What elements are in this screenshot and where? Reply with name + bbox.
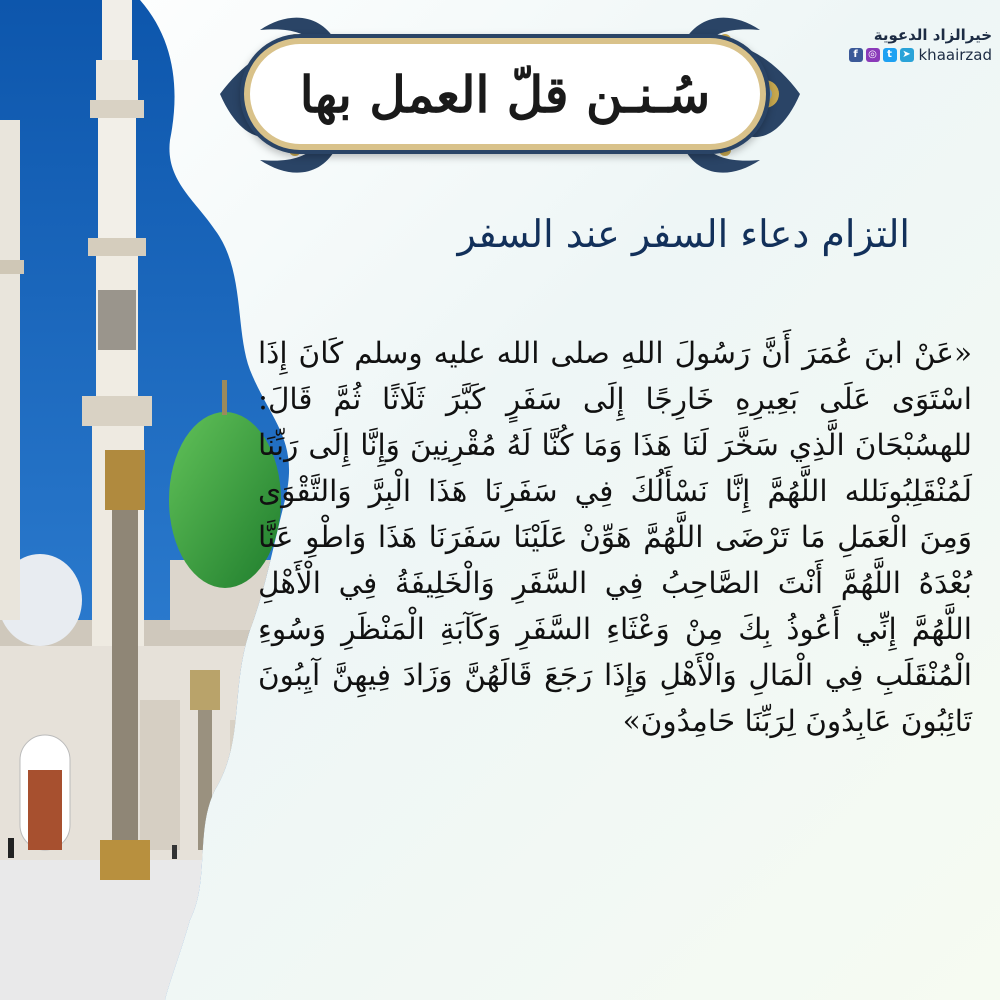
brand-name: خيرالزاد الدعوية <box>873 26 992 44</box>
section-subtitle: التزام دعاء السفر عند السفر <box>457 212 910 256</box>
telegram-icon[interactable]: ➤ <box>900 48 914 62</box>
instagram-icon[interactable]: ◎ <box>866 48 880 62</box>
title-banner <box>200 0 820 200</box>
brand-block <box>822 26 992 64</box>
twitter-icon[interactable]: t <box>883 48 897 62</box>
page-title: سُـنـن قلّ العمل بها <box>299 64 711 124</box>
brand-handle[interactable]: khaairzad <box>918 46 992 64</box>
hadith-text: «عَنْ ابنَ عُمَرَ أَنَّ رَسُولَ اللهِ صلى الله عليه وسلم كَانَ إِذَا اسْتَوَى عَلَى بَعِيرِهِ خَارِجًا إِلَى سَفَرٍ كَبَّرَ ثَلَاثًا ثُمَّ قَالَ: للهسُبْحَانَ الَّذِي سَخَّرَ لَنَا هَذَا وَمَا كُنَّا لَهُ مُقْرِنِينَ وَإِنَّا إِلَى رَبِّنَا لَمُنْقَلِبُونَلله اللَّهُمَّ إِنَّا نَسْأَلُكَ فِي سَفَرِنَا هَذَا الْبِرَّ وَالتَّقْوَى وَمِنَ الْعَمَلِ مَا تَرْضَى اللَّهُمَّ هَوِّنْ عَلَيْنَا سَفَرَنَا هَذَا وَاطْوِ عَنَّا بُعْدَهُ اللَّهُمَّ أَنْتَ الصَّاحِبُ فِي السَّفَرِ وَالْخَلِيفَةُ فِي الْأَهْلِ اللَّهُمَّ إِنِّي أَعُوذُ بِكَ مِنْ وَعْثَاءِ السَّفَرِ وَكَآبَةِ الْمَنْظَرِ وَسُوءِ الْمُنْقَلَبِ فِي الْمَالِ وَالْأَهْلِ وَإِذَا رَجَعَ قَالَهُنَّ وَزَادَ فِيهِنَّ آيِبُونَ تَائِبُونَ عَابِدُونَ لِرَبِّنَا حَامِدُونَ» <box>258 336 972 738</box>
facebook-icon[interactable]: f <box>849 48 863 62</box>
brand-social-row <box>822 46 992 64</box>
